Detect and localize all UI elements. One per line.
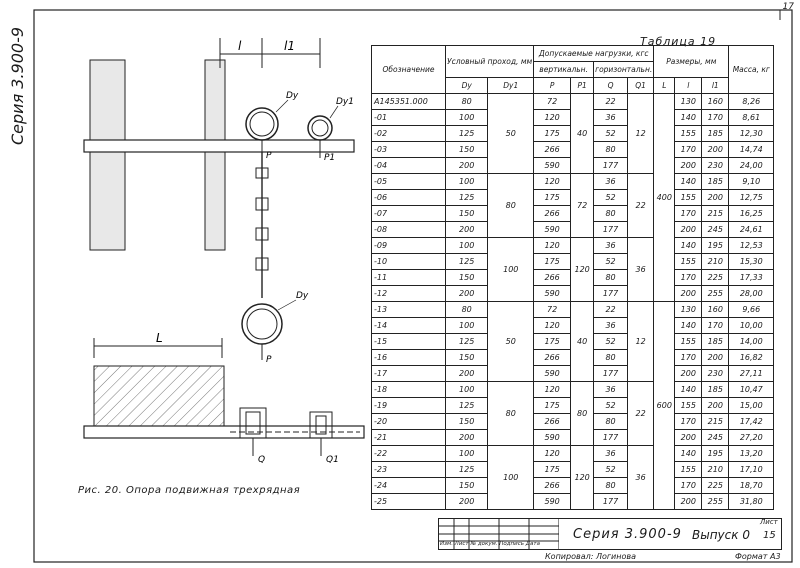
cell-p1: 40: [571, 302, 594, 382]
cell-l: 155: [675, 254, 702, 270]
cell-p1: 40: [571, 94, 594, 174]
figure-caption: Рис. 20. Опора подвижная трехрядная: [78, 485, 301, 496]
cell-l1: 170: [702, 318, 729, 334]
cell-dy: 150: [446, 350, 488, 366]
cell-p: 590: [534, 366, 571, 382]
cell-designation: -19: [372, 398, 446, 414]
cell-designation: -15: [372, 334, 446, 350]
cell-designation: А145351.000: [372, 94, 446, 110]
cell-l1: 230: [702, 366, 729, 382]
cell-q: 36: [594, 318, 628, 334]
cell-l: 170: [675, 270, 702, 286]
header-q1: Q1: [627, 78, 653, 94]
cell-q: 80: [594, 206, 628, 222]
cell-l: 170: [675, 206, 702, 222]
cell-q1: 22: [627, 174, 653, 238]
lower-pipe: [242, 304, 282, 344]
cell-p: 266: [534, 414, 571, 430]
cell-designation: -22: [372, 446, 446, 462]
cell-designation: -23: [372, 462, 446, 478]
cell-q: 177: [594, 158, 628, 174]
cell-q: 36: [594, 110, 628, 126]
cell-l1: 195: [702, 238, 729, 254]
beam: [84, 140, 354, 152]
cell-p: 175: [534, 126, 571, 142]
cell-l1: 200: [702, 190, 729, 206]
header-allowed-loads: Допускаемые нагрузки, кгс: [534, 46, 654, 62]
cell-mass: 14,00: [729, 334, 774, 350]
header-q: Q: [594, 78, 628, 94]
cell-p1: 120: [571, 238, 594, 302]
cell-p: 120: [534, 110, 571, 126]
cell-l: 140: [675, 318, 702, 334]
cell-L: 400: [654, 94, 675, 302]
cell-p: 175: [534, 398, 571, 414]
cell-q: 52: [594, 254, 628, 270]
cell-p: 175: [534, 254, 571, 270]
label-p: P: [266, 151, 272, 161]
cell-dy: 150: [446, 142, 488, 158]
cell-dy1: 80: [488, 382, 534, 446]
cell-dy: 80: [446, 94, 488, 110]
header-designation: Обозначение: [372, 46, 446, 94]
cell-l1: 255: [702, 494, 729, 510]
cell-dy: 100: [446, 382, 488, 398]
cell-q: 80: [594, 142, 628, 158]
cell-l1: 170: [702, 110, 729, 126]
cell-mass: 17,42: [729, 414, 774, 430]
cell-dy: 150: [446, 478, 488, 494]
cell-l1: 185: [702, 382, 729, 398]
cell-l1: 230: [702, 158, 729, 174]
sheet-corner-number: 17: [782, 2, 794, 12]
cell-q: 80: [594, 414, 628, 430]
cell-designation: -01: [372, 110, 446, 126]
cell-l: 200: [675, 366, 702, 382]
cell-dy: 200: [446, 222, 488, 238]
cell-dy: 125: [446, 126, 488, 142]
stamp-columns: Изм. Лист № докум. Подпись Дата: [440, 541, 540, 547]
cell-mass: 28,00: [729, 286, 774, 302]
cell-mass: 14,74: [729, 142, 774, 158]
support-figure: [40, 28, 370, 488]
cell-l1: 255: [702, 286, 729, 302]
cell-mass: 12,75: [729, 190, 774, 206]
cell-l: 170: [675, 350, 702, 366]
cell-dy: 125: [446, 398, 488, 414]
stamp-issue: Выпуск 0: [692, 528, 750, 542]
cell-l: 155: [675, 190, 702, 206]
cell-p: 120: [534, 238, 571, 254]
cell-l1: 245: [702, 430, 729, 446]
cell-q1: 22: [627, 382, 653, 446]
dim-l1: l1: [284, 39, 295, 53]
header-mass: Масса, кг: [729, 46, 774, 94]
cell-dy: 200: [446, 366, 488, 382]
cell-mass: 9,66: [729, 302, 774, 318]
cell-l: 155: [675, 398, 702, 414]
cell-designation: -16: [372, 350, 446, 366]
cell-q: 80: [594, 478, 628, 494]
cell-dy1: 50: [488, 94, 534, 174]
sheet-format: Формат А3: [735, 552, 781, 561]
header-l: l: [675, 78, 702, 94]
cell-l: 170: [675, 142, 702, 158]
cell-l1: 245: [702, 222, 729, 238]
table-row: [372, 382, 774, 398]
table-row: [372, 446, 774, 462]
cell-dy1: 80: [488, 174, 534, 238]
cell-q: 177: [594, 430, 628, 446]
cell-designation: -25: [372, 494, 446, 510]
cell-mass: 10,47: [729, 382, 774, 398]
cell-l: 170: [675, 414, 702, 430]
cell-l1: 200: [702, 142, 729, 158]
cell-dy1: 50: [488, 302, 534, 382]
cell-p: 120: [534, 318, 571, 334]
cell-designation: -04: [372, 158, 446, 174]
cell-q: 52: [594, 126, 628, 142]
cell-mass: 8,26: [729, 94, 774, 110]
cell-dy: 200: [446, 286, 488, 302]
cell-l1: 215: [702, 206, 729, 222]
cell-l1: 210: [702, 462, 729, 478]
cell-l: 155: [675, 334, 702, 350]
cell-dy: 125: [446, 334, 488, 350]
cell-dy: 125: [446, 190, 488, 206]
cell-p: 590: [534, 286, 571, 302]
cell-p: 175: [534, 462, 571, 478]
cell-designation: -05: [372, 174, 446, 190]
pipe-dy: [246, 108, 278, 140]
dim-l: l: [238, 39, 242, 53]
cell-dy: 100: [446, 110, 488, 126]
cell-p: 120: [534, 174, 571, 190]
cell-dy: 150: [446, 270, 488, 286]
cell-designation: -14: [372, 318, 446, 334]
cell-dy: 100: [446, 174, 488, 190]
cell-designation: -07: [372, 206, 446, 222]
cell-mass: 15,30: [729, 254, 774, 270]
cell-q: 36: [594, 238, 628, 254]
cell-mass: 24,00: [729, 158, 774, 174]
wall-section: [94, 366, 224, 426]
cell-l: 140: [675, 238, 702, 254]
label-dy: Dу: [286, 91, 299, 101]
cell-q: 36: [594, 174, 628, 190]
cell-q1: 36: [627, 238, 653, 302]
cell-l: 200: [675, 222, 702, 238]
header-vertical: вертикальн.: [534, 62, 594, 78]
header-l1: l1: [702, 78, 729, 94]
cell-q: 52: [594, 190, 628, 206]
cell-q: 177: [594, 286, 628, 302]
cell-dy: 125: [446, 254, 488, 270]
cell-q: 36: [594, 382, 628, 398]
wall-block-left: [90, 60, 125, 250]
cell-q: 80: [594, 270, 628, 286]
cell-designation: -10: [372, 254, 446, 270]
header-sizes: Размеры, мм: [654, 46, 729, 78]
cell-p: 590: [534, 158, 571, 174]
cell-mass: 17,10: [729, 462, 774, 478]
cell-p: 266: [534, 206, 571, 222]
cell-designation: -08: [372, 222, 446, 238]
cell-l: 130: [675, 302, 702, 318]
cell-designation: -06: [372, 190, 446, 206]
cell-designation: -21: [372, 430, 446, 446]
table-row: [372, 174, 774, 190]
cell-designation: -02: [372, 126, 446, 142]
copied-by: Копировал: Логинова: [545, 552, 636, 561]
cell-designation: -03: [372, 142, 446, 158]
cell-designation: -11: [372, 270, 446, 286]
label-p1: P1: [324, 153, 336, 163]
cell-q: 36: [594, 446, 628, 462]
table-title: Таблица 19: [640, 35, 717, 48]
cell-l1: 225: [702, 270, 729, 286]
cell-designation: -13: [372, 302, 446, 318]
cell-l1: 225: [702, 478, 729, 494]
cell-l: 140: [675, 110, 702, 126]
cell-q: 177: [594, 222, 628, 238]
cell-mass: 12,30: [729, 126, 774, 142]
cell-q1: 12: [627, 94, 653, 174]
cell-l: 155: [675, 126, 702, 142]
cell-q: 22: [594, 302, 628, 318]
wall-block-right: [205, 60, 225, 250]
header-L: L: [654, 78, 675, 94]
cell-l: 170: [675, 478, 702, 494]
cell-dy: 100: [446, 446, 488, 462]
cell-mass: 16,25: [729, 206, 774, 222]
cell-l: 155: [675, 462, 702, 478]
cell-mass: 24,61: [729, 222, 774, 238]
cell-dy: 80: [446, 302, 488, 318]
cell-mass: 15,00: [729, 398, 774, 414]
cell-q: 177: [594, 494, 628, 510]
cell-mass: 13,20: [729, 446, 774, 462]
cell-designation: -18: [372, 382, 446, 398]
cell-l: 130: [675, 94, 702, 110]
cell-l: 140: [675, 174, 702, 190]
cell-p: 266: [534, 478, 571, 494]
cell-p: 120: [534, 382, 571, 398]
header-horizontal: горизонтальн.: [594, 62, 654, 78]
cell-l: 200: [675, 430, 702, 446]
cell-p: 175: [534, 334, 571, 350]
label-lower-p: P: [266, 355, 272, 365]
cell-l1: 185: [702, 174, 729, 190]
cell-L: 600: [654, 302, 675, 510]
cell-mass: 12,53: [729, 238, 774, 254]
header-p1: P1: [571, 78, 594, 94]
cell-designation: -24: [372, 478, 446, 494]
cell-l1: 160: [702, 94, 729, 110]
cell-designation: -20: [372, 414, 446, 430]
cell-l1: 185: [702, 126, 729, 142]
cell-designation: -09: [372, 238, 446, 254]
header-nominal-pass: Условный проход, мм: [446, 46, 534, 78]
cell-p: 175: [534, 190, 571, 206]
cell-l1: 185: [702, 334, 729, 350]
cell-mass: 8,61: [729, 110, 774, 126]
stamp-sheet-number: 15: [763, 530, 776, 541]
cell-p1: 72: [571, 174, 594, 238]
cell-p1: 80: [571, 382, 594, 446]
cell-mass: 27,20: [729, 430, 774, 446]
cell-q: 177: [594, 366, 628, 382]
cell-p: 590: [534, 430, 571, 446]
cell-mass: 18,70: [729, 478, 774, 494]
cell-dy1: 100: [488, 238, 534, 302]
cell-p: 266: [534, 142, 571, 158]
cell-p: 266: [534, 270, 571, 286]
table-row: [372, 94, 774, 110]
cell-dy: 200: [446, 158, 488, 174]
cell-p1: 120: [571, 446, 594, 510]
cell-l: 140: [675, 382, 702, 398]
cell-l1: 160: [702, 302, 729, 318]
cell-q: 22: [594, 94, 628, 110]
cell-mass: 16,82: [729, 350, 774, 366]
cell-q: 52: [594, 334, 628, 350]
cell-l1: 195: [702, 446, 729, 462]
cell-q: 52: [594, 398, 628, 414]
cell-mass: 17,33: [729, 270, 774, 286]
cell-l: 200: [675, 494, 702, 510]
cell-p: 266: [534, 350, 571, 366]
cell-l: 200: [675, 286, 702, 302]
cell-dy: 200: [446, 494, 488, 510]
cell-dy: 150: [446, 206, 488, 222]
cell-mass: 31,80: [729, 494, 774, 510]
cell-dy: 150: [446, 414, 488, 430]
cell-mass: 9,10: [729, 174, 774, 190]
cell-dy: 125: [446, 462, 488, 478]
dim-L: L: [156, 331, 163, 345]
table-row: [372, 238, 774, 254]
cell-p: 72: [534, 94, 571, 110]
header-dy1: Dу1: [488, 78, 534, 94]
cell-l1: 210: [702, 254, 729, 270]
label-q: Q: [258, 455, 266, 465]
cell-mass: 10,00: [729, 318, 774, 334]
cell-p: 120: [534, 446, 571, 462]
cell-l: 200: [675, 158, 702, 174]
cell-l1: 200: [702, 398, 729, 414]
cell-l: 140: [675, 446, 702, 462]
cell-q1: 36: [627, 446, 653, 510]
spec-table: [371, 45, 774, 510]
cell-l1: 215: [702, 414, 729, 430]
cell-dy: 100: [446, 238, 488, 254]
cell-p: 590: [534, 494, 571, 510]
cell-l1: 200: [702, 350, 729, 366]
cell-designation: -17: [372, 366, 446, 382]
cell-q: 80: [594, 350, 628, 366]
cell-p: 590: [534, 222, 571, 238]
cell-designation: -12: [372, 286, 446, 302]
header-p: P: [534, 78, 571, 94]
side-title: Серия 3.900-9: [8, 26, 27, 145]
cell-dy: 200: [446, 430, 488, 446]
stamp-series: Серия 3.900-9: [573, 527, 682, 542]
label-q1: Q1: [326, 455, 339, 465]
cell-q: 52: [594, 462, 628, 478]
cell-dy1: 100: [488, 446, 534, 510]
cell-p: 72: [534, 302, 571, 318]
label-dy1: Dу1: [336, 97, 354, 107]
table-row: [372, 302, 774, 318]
cell-dy: 100: [446, 318, 488, 334]
label-lower-dy: Dу: [296, 291, 309, 301]
stamp-sheet-label: Лист: [760, 518, 778, 526]
cell-mass: 27,11: [729, 366, 774, 382]
header-dy: Dу: [446, 78, 488, 94]
cell-q1: 12: [627, 302, 653, 382]
